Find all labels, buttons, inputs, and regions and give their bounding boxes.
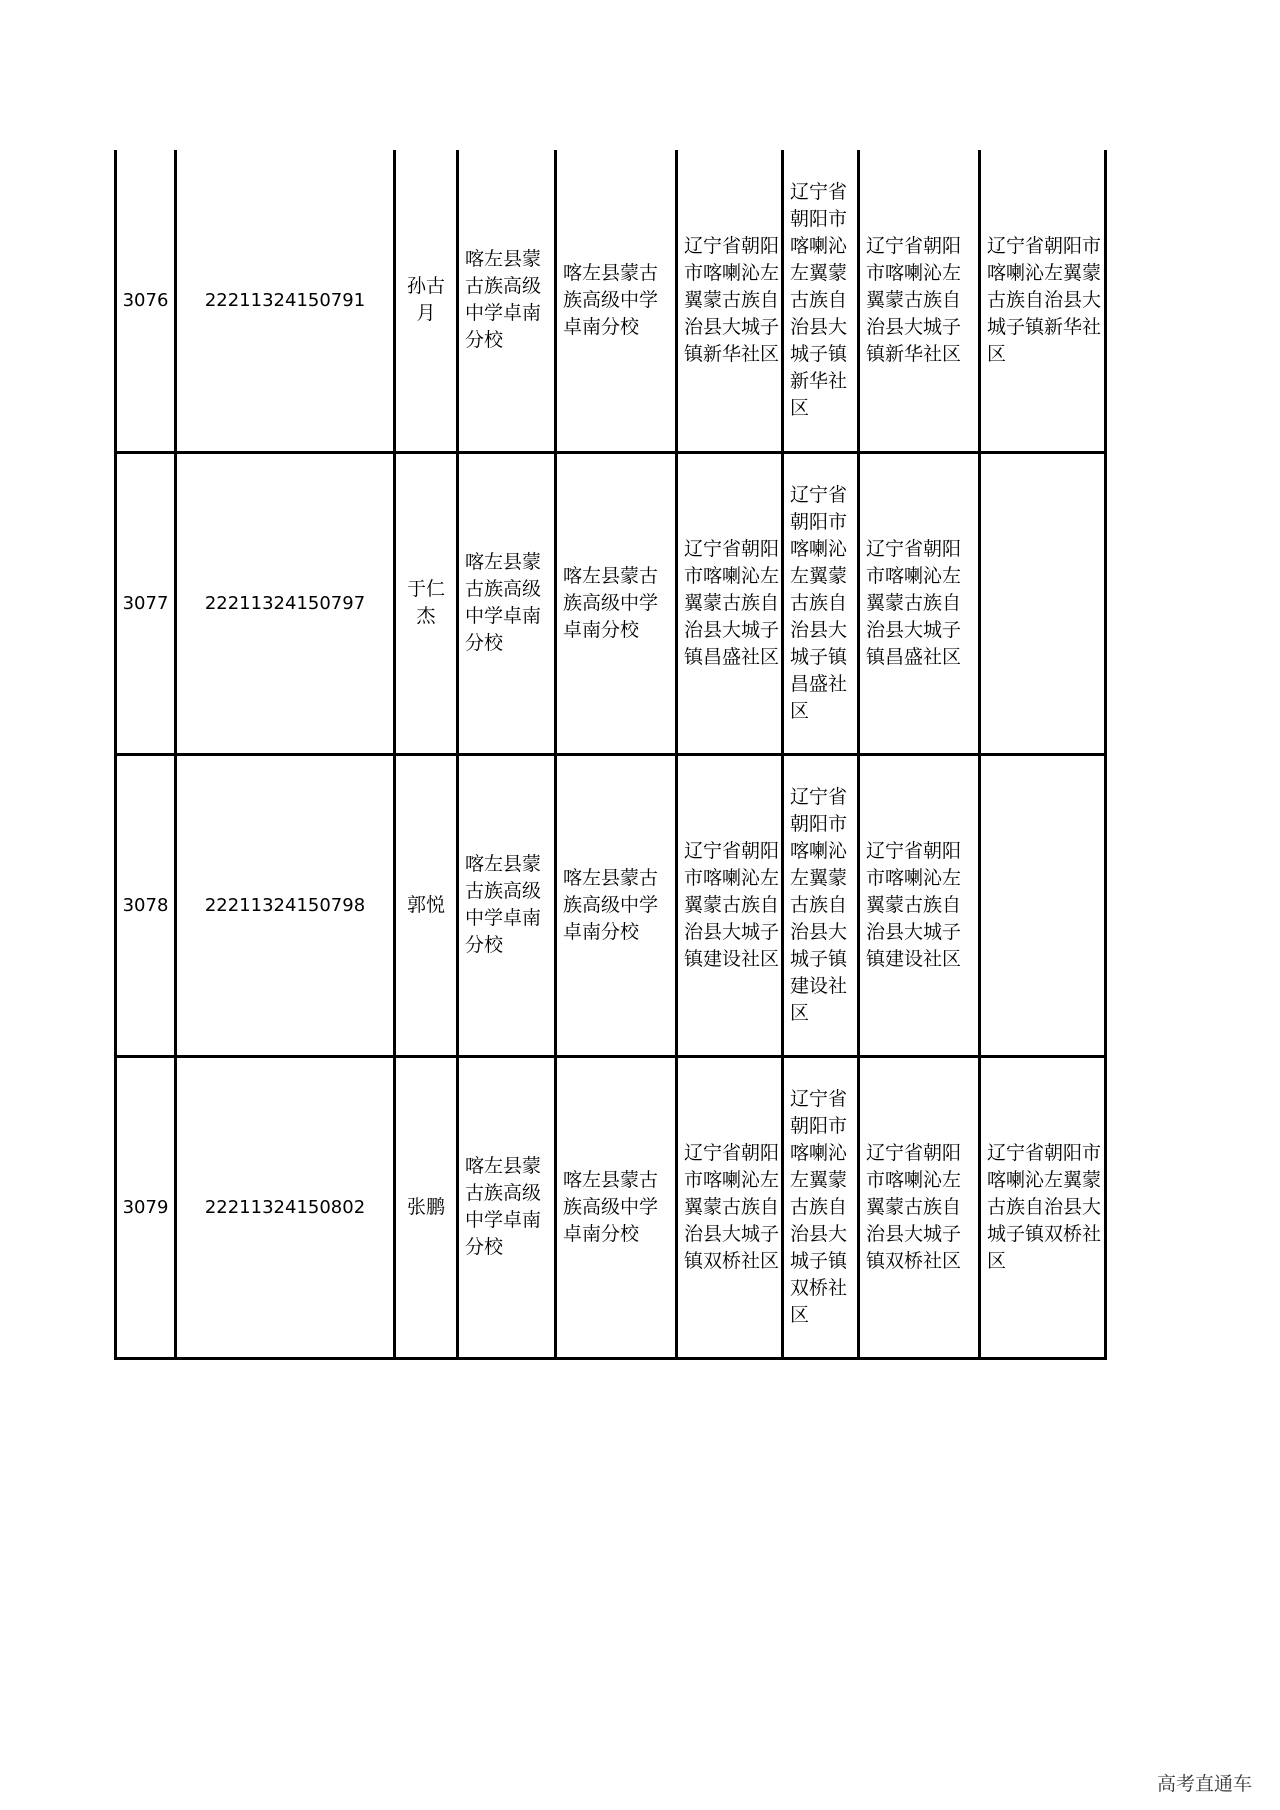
address-3: 辽宁省朝阳市喀喇沁左翼蒙古族自治县大城子镇新华社区 xyxy=(859,150,980,452)
school-name-alt: 喀左县蒙古族高级中学卓南分校 xyxy=(556,754,677,1056)
student-name: 张鹏 xyxy=(395,1056,458,1358)
row-index: 3077 xyxy=(116,452,176,754)
student-name: 郭悦 xyxy=(395,754,458,1056)
address-1: 辽宁省朝阳市喀喇沁左翼蒙古族自治县大城子镇昌盛社区 xyxy=(677,452,783,754)
student-id: 22211324150802 xyxy=(176,1056,395,1358)
school-name: 喀左县蒙古族高级中学卓南分校 xyxy=(458,1056,556,1358)
address-4: 辽宁省朝阳市喀喇沁左翼蒙古族自治县大城子镇新华社区 xyxy=(980,150,1106,452)
school-name: 喀左县蒙古族高级中学卓南分校 xyxy=(458,452,556,754)
student-table xyxy=(114,150,1107,1360)
address-3: 辽宁省朝阳市喀喇沁左翼蒙古族自治县大城子镇双桥社区 xyxy=(859,1056,980,1358)
school-name-alt: 喀左县蒙古族高级中学卓南分校 xyxy=(556,452,677,754)
school-name: 喀左县蒙古族高级中学卓南分校 xyxy=(458,150,556,452)
row-index: 3079 xyxy=(116,1056,176,1358)
address-4 xyxy=(980,452,1106,754)
address-1: 辽宁省朝阳市喀喇沁左翼蒙古族自治县大城子镇新华社区 xyxy=(677,150,783,452)
student-id: 22211324150798 xyxy=(176,754,395,1056)
row-index: 3076 xyxy=(116,150,176,452)
student-id: 22211324150797 xyxy=(176,452,395,754)
address-2: 辽宁省朝阳市喀喇沁左翼蒙古族自治县大城子镇建设社区 xyxy=(783,754,859,1056)
table-row xyxy=(116,1056,1106,1358)
address-1: 辽宁省朝阳市喀喇沁左翼蒙古族自治县大城子镇建设社区 xyxy=(677,754,783,1056)
address-4: 辽宁省朝阳市喀喇沁左翼蒙古族自治县大城子镇双桥社区 xyxy=(980,1056,1106,1358)
row-index: 3078 xyxy=(116,754,176,1056)
school-name-alt: 喀左县蒙古族高级中学卓南分校 xyxy=(556,150,677,452)
address-2: 辽宁省朝阳市喀喇沁左翼蒙古族自治县大城子镇昌盛社区 xyxy=(783,452,859,754)
table-row xyxy=(116,150,1106,452)
school-name: 喀左县蒙古族高级中学卓南分校 xyxy=(458,754,556,1056)
table-row xyxy=(116,452,1106,754)
watermark-text: 高考直通车 xyxy=(1156,1773,1252,1795)
address-4 xyxy=(980,754,1106,1056)
student-name: 于仁杰 xyxy=(395,452,458,754)
address-3: 辽宁省朝阳市喀喇沁左翼蒙古族自治县大城子镇昌盛社区 xyxy=(859,452,980,754)
address-2: 辽宁省朝阳市喀喇沁左翼蒙古族自治县大城子镇双桥社区 xyxy=(783,1056,859,1358)
student-name: 孙古月 xyxy=(395,150,458,452)
student-id: 22211324150791 xyxy=(176,150,395,452)
address-2: 辽宁省朝阳市喀喇沁左翼蒙古族自治县大城子镇新华社区 xyxy=(783,150,859,452)
table-row xyxy=(116,754,1106,1056)
school-name-alt: 喀左县蒙古族高级中学卓南分校 xyxy=(556,1056,677,1358)
address-3: 辽宁省朝阳市喀喇沁左翼蒙古族自治县大城子镇建设社区 xyxy=(859,754,980,1056)
address-1: 辽宁省朝阳市喀喇沁左翼蒙古族自治县大城子镇双桥社区 xyxy=(677,1056,783,1358)
